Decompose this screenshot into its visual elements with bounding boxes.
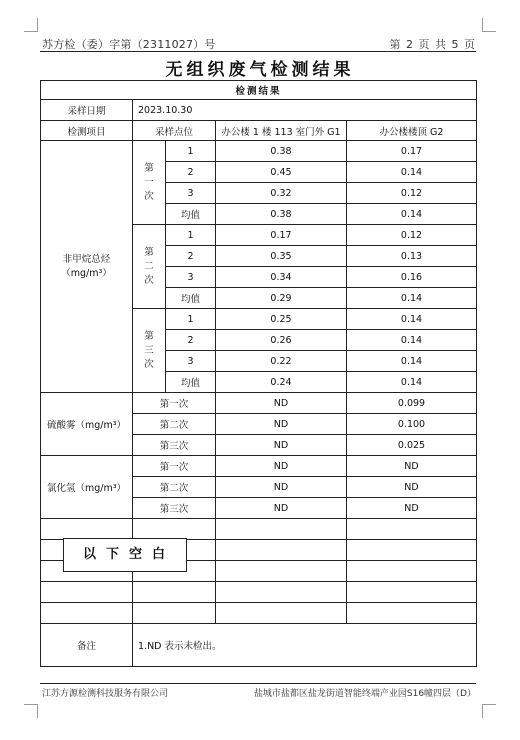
g2-value: 0.14 xyxy=(347,330,477,351)
results-table xyxy=(40,80,477,667)
sample-index: 1 xyxy=(166,225,216,246)
round-label: 第三次 xyxy=(133,435,216,456)
empty-cell xyxy=(41,519,133,540)
g1-value: 0.38 xyxy=(216,141,347,162)
g1-value: 0.24 xyxy=(216,372,347,393)
round-label-char: 第 xyxy=(144,162,154,174)
sample-index: 2 xyxy=(166,246,216,267)
g2-value: 0.13 xyxy=(347,246,477,267)
sample-index: 1 xyxy=(166,309,216,330)
g1-value: 0.38 xyxy=(216,204,347,225)
sample-index: 均值 xyxy=(166,288,216,309)
g2-value: 0.14 xyxy=(347,351,477,372)
round-label xyxy=(133,225,166,309)
g1-value: 0.34 xyxy=(216,267,347,288)
header-divider xyxy=(40,51,476,52)
empty-row xyxy=(41,603,477,624)
g1-value: ND xyxy=(216,498,347,519)
empty-cell xyxy=(216,603,347,624)
remark-row xyxy=(41,624,477,667)
crop-mark xyxy=(482,704,483,718)
empty-cell xyxy=(347,582,477,603)
hcl-item-cell: 氯化氢（mg/m³） xyxy=(41,456,133,519)
nmhc-name: 非甲烷总烃 xyxy=(62,253,111,265)
sample-index: 3 xyxy=(166,183,216,204)
g1-value: 0.45 xyxy=(216,162,347,183)
g1-value: ND xyxy=(216,414,347,435)
round-label: 第二次 xyxy=(133,414,216,435)
g1-value: 0.25 xyxy=(216,309,347,330)
empty-row xyxy=(41,519,477,540)
g1-value: 0.32 xyxy=(216,183,347,204)
g1-value: ND xyxy=(216,435,347,456)
empty-cell xyxy=(216,540,347,561)
point-header: 采样点位 xyxy=(133,121,216,141)
g2-value: 0.14 xyxy=(347,288,477,309)
g2-value: 0.099 xyxy=(347,393,477,414)
crop-mark xyxy=(24,31,38,32)
empty-cell xyxy=(216,561,347,582)
g2-value: 0.14 xyxy=(347,372,477,393)
empty-cell xyxy=(216,519,347,540)
table-title-row xyxy=(41,81,477,100)
sample-index: 2 xyxy=(166,162,216,183)
table-row xyxy=(41,141,477,162)
g2-value: 0.16 xyxy=(347,267,477,288)
g2-value: 0.17 xyxy=(347,141,477,162)
g2-value: 0.12 xyxy=(347,225,477,246)
empty-cell xyxy=(347,603,477,624)
crop-mark xyxy=(24,704,38,705)
round-label-char: 二 xyxy=(144,260,154,272)
sampling-date-value: 2023.10.30 xyxy=(133,100,477,121)
sample-index: 3 xyxy=(166,351,216,372)
sample-index: 均值 xyxy=(166,204,216,225)
column-header-row xyxy=(41,121,477,141)
sampling-date-row xyxy=(41,100,477,121)
remark-text: 1.ND 表示未检出。 xyxy=(133,624,477,667)
round-label xyxy=(133,309,166,393)
nmhc-item-cell xyxy=(41,141,133,393)
empty-cell xyxy=(347,540,477,561)
g1-value: 0.35 xyxy=(216,246,347,267)
round-label-char: 第 xyxy=(144,246,154,258)
item-header: 检测项目 xyxy=(41,121,133,141)
g2-value: ND xyxy=(347,498,477,519)
sampling-date-label: 采样日期 xyxy=(41,100,133,121)
g2-value: ND xyxy=(347,456,477,477)
blank-below-stamp: 以下空白 xyxy=(63,538,187,572)
g1-value: ND xyxy=(216,393,347,414)
empty-cell xyxy=(216,582,347,603)
crop-mark xyxy=(482,31,496,32)
sample-index: 1 xyxy=(166,141,216,162)
sample-index: 均值 xyxy=(166,372,216,393)
remark-label: 备注 xyxy=(41,624,133,667)
g1-header: 办公楼 1 楼 113 室门外 G1 xyxy=(216,121,347,141)
g2-value: 0.14 xyxy=(347,309,477,330)
g1-value: ND xyxy=(216,456,347,477)
crop-mark xyxy=(37,704,38,718)
round-label-char: 一 xyxy=(144,176,154,188)
round-label-char: 次 xyxy=(144,190,154,202)
g1-value: 0.26 xyxy=(216,330,347,351)
crop-mark xyxy=(482,704,496,705)
footer-divider xyxy=(40,683,476,684)
nmhc-unit: （mg/m³） xyxy=(61,267,112,279)
empty-row xyxy=(41,582,477,603)
round-label: 第一次 xyxy=(133,456,216,477)
footer-company: 江苏方源检测科技服务有限公司 xyxy=(42,689,169,699)
round-label-char: 三 xyxy=(144,344,154,356)
empty-cell xyxy=(133,582,216,603)
sample-index: 3 xyxy=(166,267,216,288)
g2-value: 0.100 xyxy=(347,414,477,435)
g1-value: 0.29 xyxy=(216,288,347,309)
round-label: 第三次 xyxy=(133,498,216,519)
empty-cell xyxy=(347,561,477,582)
crop-mark xyxy=(37,18,38,32)
crop-mark xyxy=(482,18,483,32)
g2-value: 0.14 xyxy=(347,204,477,225)
round-label xyxy=(133,141,166,225)
g1-value: 0.17 xyxy=(216,225,347,246)
g1-value: ND xyxy=(216,477,347,498)
section-title: 检测结果 xyxy=(41,81,477,100)
round-label-char: 次 xyxy=(144,358,154,370)
round-label-char: 次 xyxy=(144,274,154,286)
footer-address: 盐城市盐都区盐龙街道智能终端产业园S16幢四层（D） xyxy=(253,689,476,699)
empty-cell xyxy=(41,582,133,603)
empty-cell xyxy=(41,603,133,624)
g2-value: 0.025 xyxy=(347,435,477,456)
report-number: 苏方检（委）字第（2311027）号 xyxy=(42,38,216,51)
sulfuric-item-cell: 硫酸雾（mg/m³） xyxy=(41,393,133,456)
table-row xyxy=(41,456,477,477)
g1-value: 0.22 xyxy=(216,351,347,372)
g2-value: ND xyxy=(347,477,477,498)
document-title: 无组织废气检测结果 xyxy=(165,60,355,80)
round-label: 第二次 xyxy=(133,477,216,498)
g2-value: 0.14 xyxy=(347,162,477,183)
g2-header: 办公楼楼顶 G2 xyxy=(347,121,477,141)
page-info: 第 2 页 共 5 页 xyxy=(389,38,476,51)
empty-cell xyxy=(133,603,216,624)
empty-cell xyxy=(347,519,477,540)
round-label: 第一次 xyxy=(133,393,216,414)
table-row xyxy=(41,393,477,414)
round-label-char: 第 xyxy=(144,330,154,342)
sample-index: 2 xyxy=(166,330,216,351)
empty-cell xyxy=(133,519,216,540)
g2-value: 0.12 xyxy=(347,183,477,204)
